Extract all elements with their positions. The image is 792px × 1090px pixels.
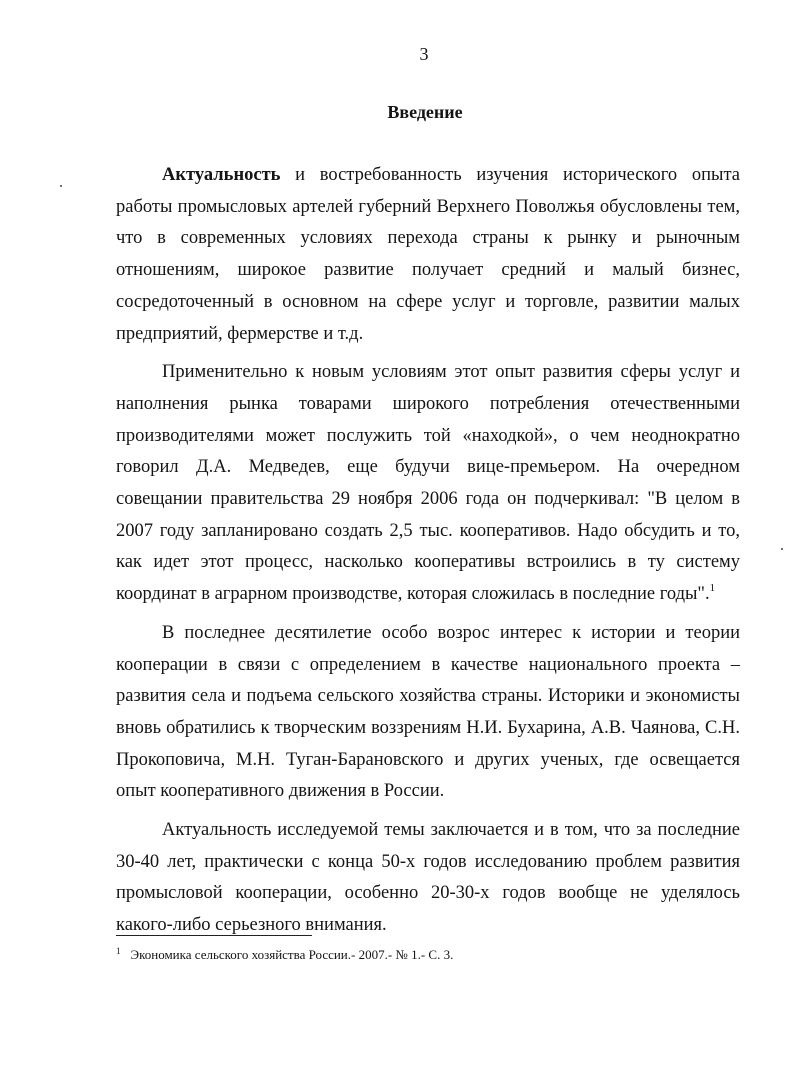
paragraph-text: Актуальность исследуемой темы заключается и в том, что за последние 30-40 лет, практически с конца 50-х годов исследованию проблем развития промысловой кооперации, особенно 20-30-х годов вообще не уделялось какого-либо серьезного внимания. (116, 820, 740, 936)
paragraph-relevance (116, 160, 740, 350)
body-text (116, 160, 740, 942)
scan-speck (781, 548, 783, 550)
paragraph-topic-relevance (116, 815, 740, 942)
paragraph-text: и востребованность изучения исторического опыта работы промысловых артелей губерний Верхнего Поволжья обусловлены тем, что в современных условиях перехода страны к рынку и рыночным отношениям, широкое развитие получает средний и малый бизнес, сосредоточенный в основном на сфере услуг и торговле, развитии малых предприятий, фермерстве и т.д. (116, 165, 740, 344)
footnote-reference: 1 (709, 582, 716, 595)
footnote (116, 946, 716, 964)
footnote-separator (116, 935, 312, 936)
section-heading: Введение (387, 102, 463, 122)
scan-speck (60, 185, 62, 187)
paragraph-medvedev-quote (116, 357, 740, 611)
page-number: 3 (419, 44, 429, 64)
paragraph-text: Применительно к новым условиям этот опыт развития сферы услуг и наполнения рынка товарами широкого потребления отечественными производителями может послужить той «находкой», о чем неоднократно говорил Д.А. Медведев, еще будучи вице-премьером. На очередном совещании правительства 29 ноября 2006 года он подчеркивал: "В целом в 2007 году запланировано создать 2,5 тыс. кооперативов. Надо обсудить и то, как идет этот процесс, насколько кооперативы встроились в ту систему координат в аграрном производстве, которая сложилась в последние годы". (116, 362, 740, 605)
paragraph-lead-term: Актуальность (162, 165, 281, 185)
footnote-mark: 1 (116, 946, 121, 956)
paragraph-text: В последнее десятилетие особо возрос интерес к истории и теории кооперации в связи с определением в качестве национального проекта – развития села и подъема сельского хозяйства страны. Историки и экономисты вновь обратились к творческим воззрениям Н.И. Бухарина, А.В. Чаянова, С.Н. Прокоповича, М.Н. Туган-Барановского и других ученых, где освещается опыт кооперативного движения в России. (116, 622, 740, 802)
footnote-text: Экономика сельского хозяйства России.- 2007.- № 1.- С. 3. (130, 947, 454, 962)
paragraph-cooperation-interest (116, 618, 740, 808)
